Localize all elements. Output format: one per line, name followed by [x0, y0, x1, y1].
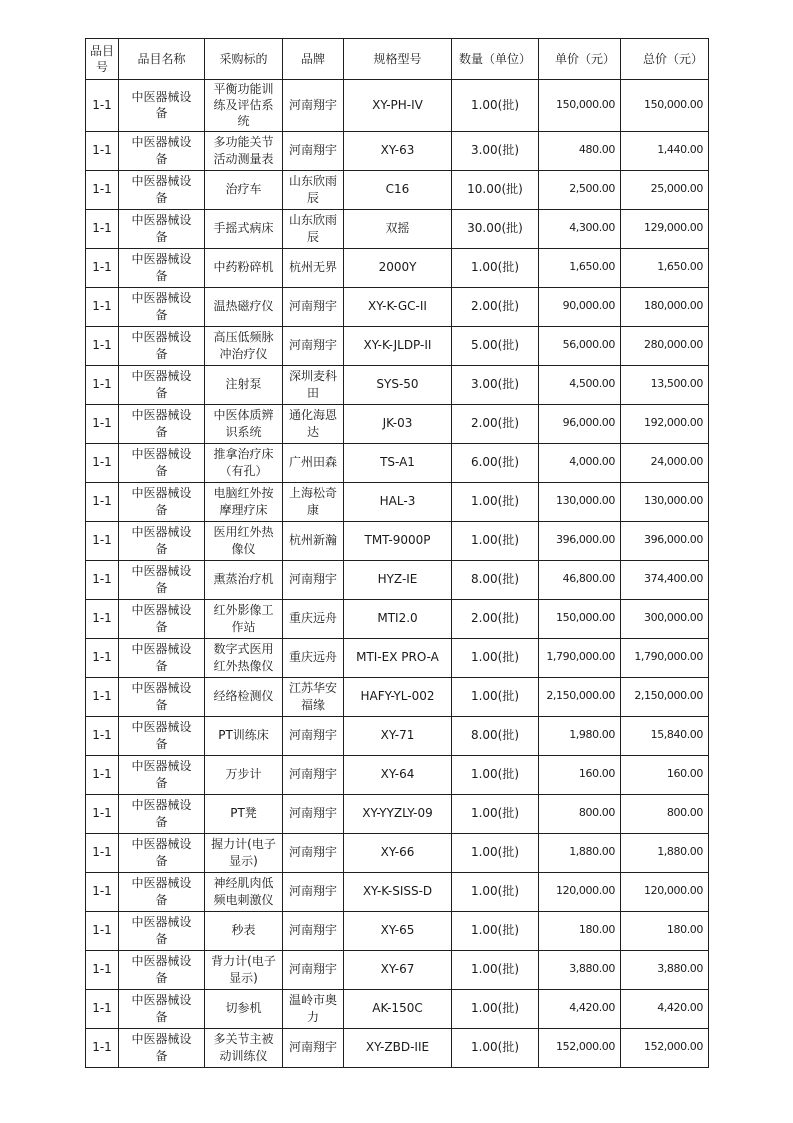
table-row	[86, 833, 709, 872]
cell-target: PT凳	[205, 794, 283, 833]
cell-qty: 6.00(批)	[452, 443, 539, 482]
cell-unit-price: 1,980.00	[539, 716, 621, 755]
cell-brand: 河南翔宇	[283, 287, 344, 326]
cell-item-name: 中医器械设备	[119, 716, 205, 755]
cell-item-no: 1-1	[86, 911, 119, 950]
cell-total-price: 1,650.00	[621, 248, 709, 287]
cell-model: AK-150C	[344, 989, 452, 1028]
cell-item-name: 中医器械设备	[119, 170, 205, 209]
cell-model: XY-67	[344, 950, 452, 989]
cell-unit-price: 46,800.00	[539, 560, 621, 599]
cell-target: 熏蒸治疗机	[205, 560, 283, 599]
cell-qty: 3.00(批)	[452, 131, 539, 170]
cell-model: SYS-50	[344, 365, 452, 404]
cell-target: 医用红外热像仪	[205, 521, 283, 560]
cell-item-name: 中医器械设备	[119, 872, 205, 911]
cell-brand: 河南翔宇	[283, 950, 344, 989]
col-header-brand: 品牌	[283, 39, 344, 80]
cell-model: XY-PH-IV	[344, 80, 452, 132]
cell-total-price: 192,000.00	[621, 404, 709, 443]
cell-total-price: 25,000.00	[621, 170, 709, 209]
cell-model: XY-YYZLY-09	[344, 794, 452, 833]
table-body	[86, 80, 709, 1068]
cell-item-no: 1-1	[86, 755, 119, 794]
cell-brand: 杭州新瀚	[283, 521, 344, 560]
cell-item-name: 中医器械设备	[119, 80, 205, 132]
cell-model: XY-65	[344, 911, 452, 950]
cell-item-name: 中医器械设备	[119, 794, 205, 833]
cell-item-name: 中医器械设备	[119, 638, 205, 677]
cell-brand: 山东欣雨辰	[283, 209, 344, 248]
table-row	[86, 560, 709, 599]
cell-unit-price: 96,000.00	[539, 404, 621, 443]
cell-brand: 杭州无界	[283, 248, 344, 287]
cell-item-no: 1-1	[86, 326, 119, 365]
cell-item-name: 中医器械设备	[119, 677, 205, 716]
table-row	[86, 482, 709, 521]
table-row	[86, 131, 709, 170]
cell-model: XY-K-GC-II	[344, 287, 452, 326]
cell-unit-price: 152,000.00	[539, 1028, 621, 1067]
cell-unit-price: 800.00	[539, 794, 621, 833]
cell-target: 神经肌肉低频电刺激仪	[205, 872, 283, 911]
cell-unit-price: 120,000.00	[539, 872, 621, 911]
procurement-items-table	[85, 38, 709, 1068]
cell-item-no: 1-1	[86, 170, 119, 209]
cell-item-no: 1-1	[86, 443, 119, 482]
col-header-qty: 数量（单位）	[452, 39, 539, 80]
cell-item-no: 1-1	[86, 677, 119, 716]
cell-total-price: 374,400.00	[621, 560, 709, 599]
cell-target: 高压低频脉冲治疗仪	[205, 326, 283, 365]
cell-brand: 河南翔宇	[283, 872, 344, 911]
cell-brand: 河南翔宇	[283, 911, 344, 950]
cell-brand: 河南翔宇	[283, 326, 344, 365]
cell-brand: 广州田森	[283, 443, 344, 482]
cell-target: 经络检测仪	[205, 677, 283, 716]
cell-target: 多关节主被动训练仪	[205, 1028, 283, 1067]
cell-target: 数字式医用红外热像仪	[205, 638, 283, 677]
cell-item-name: 中医器械设备	[119, 209, 205, 248]
cell-qty: 2.00(批)	[452, 287, 539, 326]
cell-item-name: 中医器械设备	[119, 521, 205, 560]
cell-qty: 1.00(批)	[452, 833, 539, 872]
cell-unit-price: 150,000.00	[539, 80, 621, 132]
cell-target: 万步计	[205, 755, 283, 794]
cell-target: 背力计(电子显示)	[205, 950, 283, 989]
cell-item-no: 1-1	[86, 80, 119, 132]
cell-target: 电脑红外按摩理疗床	[205, 482, 283, 521]
cell-item-no: 1-1	[86, 989, 119, 1028]
table-row	[86, 638, 709, 677]
table-row	[86, 443, 709, 482]
cell-qty: 2.00(批)	[452, 599, 539, 638]
table-row	[86, 716, 709, 755]
cell-total-price: 3,880.00	[621, 950, 709, 989]
cell-model: 2000Y	[344, 248, 452, 287]
cell-target: 中药粉碎机	[205, 248, 283, 287]
cell-total-price: 180,000.00	[621, 287, 709, 326]
cell-qty: 1.00(批)	[452, 950, 539, 989]
cell-item-name: 中医器械设备	[119, 131, 205, 170]
col-header-target: 采购标的	[205, 39, 283, 80]
cell-item-no: 1-1	[86, 209, 119, 248]
cell-model: JK-03	[344, 404, 452, 443]
cell-brand: 江苏华安福缘	[283, 677, 344, 716]
cell-model: C16	[344, 170, 452, 209]
cell-target: 平衡功能训练及评估系统	[205, 80, 283, 132]
cell-target: 治疗车	[205, 170, 283, 209]
cell-model: XY-K-SISS-D	[344, 872, 452, 911]
cell-model: XY-63	[344, 131, 452, 170]
cell-model: MTI2.0	[344, 599, 452, 638]
cell-unit-price: 1,880.00	[539, 833, 621, 872]
cell-unit-price: 56,000.00	[539, 326, 621, 365]
cell-total-price: 180.00	[621, 911, 709, 950]
cell-item-no: 1-1	[86, 131, 119, 170]
table-row	[86, 1028, 709, 1067]
cell-item-no: 1-1	[86, 482, 119, 521]
cell-brand: 深圳麦科田	[283, 365, 344, 404]
cell-total-price: 1,440.00	[621, 131, 709, 170]
cell-item-no: 1-1	[86, 716, 119, 755]
cell-item-name: 中医器械设备	[119, 365, 205, 404]
col-header-unit-price: 单价（元）	[539, 39, 621, 80]
cell-model: MTI-EX PRO-A	[344, 638, 452, 677]
cell-unit-price: 4,500.00	[539, 365, 621, 404]
cell-target: 秒表	[205, 911, 283, 950]
cell-target: 温热磁疗仪	[205, 287, 283, 326]
cell-model: HAL-3	[344, 482, 452, 521]
table-row	[86, 677, 709, 716]
table-row	[86, 989, 709, 1028]
col-header-model: 规格型号	[344, 39, 452, 80]
cell-unit-price: 3,880.00	[539, 950, 621, 989]
cell-target: 手摇式病床	[205, 209, 283, 248]
table-row	[86, 170, 709, 209]
cell-item-name: 中医器械设备	[119, 950, 205, 989]
cell-item-no: 1-1	[86, 560, 119, 599]
cell-item-no: 1-1	[86, 872, 119, 911]
cell-unit-price: 480.00	[539, 131, 621, 170]
cell-item-name: 中医器械设备	[119, 1028, 205, 1067]
cell-target: 切参机	[205, 989, 283, 1028]
table-row	[86, 248, 709, 287]
cell-item-name: 中医器械设备	[119, 482, 205, 521]
cell-model: 双摇	[344, 209, 452, 248]
cell-brand: 河南翔宇	[283, 716, 344, 755]
cell-unit-price: 180.00	[539, 911, 621, 950]
cell-brand: 河南翔宇	[283, 560, 344, 599]
cell-item-no: 1-1	[86, 248, 119, 287]
cell-total-price: 130,000.00	[621, 482, 709, 521]
cell-target: 中医体质辨识系统	[205, 404, 283, 443]
cell-item-name: 中医器械设备	[119, 755, 205, 794]
cell-qty: 3.00(批)	[452, 365, 539, 404]
cell-brand: 重庆远舟	[283, 638, 344, 677]
cell-item-no: 1-1	[86, 950, 119, 989]
cell-unit-price: 1,790,000.00	[539, 638, 621, 677]
table-header-row	[86, 39, 709, 80]
cell-item-name: 中医器械设备	[119, 326, 205, 365]
table-row	[86, 911, 709, 950]
cell-target: 多功能关节活动测量表	[205, 131, 283, 170]
table-row	[86, 872, 709, 911]
cell-model: TMT-9000P	[344, 521, 452, 560]
col-header-total-price: 总价（元）	[621, 39, 709, 80]
table-row	[86, 755, 709, 794]
cell-unit-price: 150,000.00	[539, 599, 621, 638]
cell-total-price: 1,790,000.00	[621, 638, 709, 677]
cell-model: HYZ-IE	[344, 560, 452, 599]
cell-brand: 河南翔宇	[283, 131, 344, 170]
cell-total-price: 152,000.00	[621, 1028, 709, 1067]
cell-item-no: 1-1	[86, 599, 119, 638]
cell-brand: 上海松奇康	[283, 482, 344, 521]
cell-brand: 通化海恩达	[283, 404, 344, 443]
cell-item-no: 1-1	[86, 638, 119, 677]
table-row	[86, 287, 709, 326]
cell-item-name: 中医器械设备	[119, 248, 205, 287]
cell-item-no: 1-1	[86, 521, 119, 560]
cell-qty: 1.00(批)	[452, 989, 539, 1028]
table-row	[86, 950, 709, 989]
cell-total-price: 129,000.00	[621, 209, 709, 248]
cell-brand: 河南翔宇	[283, 80, 344, 132]
col-header-item-name: 品目名称	[119, 39, 205, 80]
cell-unit-price: 160.00	[539, 755, 621, 794]
table-row	[86, 404, 709, 443]
cell-unit-price: 1,650.00	[539, 248, 621, 287]
cell-unit-price: 4,300.00	[539, 209, 621, 248]
cell-item-name: 中医器械设备	[119, 404, 205, 443]
cell-target: PT训练床	[205, 716, 283, 755]
cell-total-price: 4,420.00	[621, 989, 709, 1028]
cell-item-name: 中医器械设备	[119, 911, 205, 950]
cell-qty: 1.00(批)	[452, 755, 539, 794]
cell-total-price: 120,000.00	[621, 872, 709, 911]
cell-total-price: 300,000.00	[621, 599, 709, 638]
cell-unit-price: 4,000.00	[539, 443, 621, 482]
cell-unit-price: 90,000.00	[539, 287, 621, 326]
cell-item-name: 中医器械设备	[119, 560, 205, 599]
cell-qty: 1.00(批)	[452, 1028, 539, 1067]
cell-brand: 山东欣雨辰	[283, 170, 344, 209]
cell-target: 注射泵	[205, 365, 283, 404]
cell-total-price: 280,000.00	[621, 326, 709, 365]
cell-unit-price: 130,000.00	[539, 482, 621, 521]
cell-brand: 河南翔宇	[283, 1028, 344, 1067]
cell-qty: 5.00(批)	[452, 326, 539, 365]
cell-brand: 河南翔宇	[283, 833, 344, 872]
table-row	[86, 80, 709, 132]
cell-target: 红外影像工作站	[205, 599, 283, 638]
cell-qty: 1.00(批)	[452, 80, 539, 132]
cell-item-no: 1-1	[86, 365, 119, 404]
cell-model: HAFY-YL-002	[344, 677, 452, 716]
cell-item-no: 1-1	[86, 833, 119, 872]
cell-qty: 8.00(批)	[452, 716, 539, 755]
table-row	[86, 209, 709, 248]
cell-brand: 河南翔宇	[283, 755, 344, 794]
cell-unit-price: 396,000.00	[539, 521, 621, 560]
cell-qty: 1.00(批)	[452, 248, 539, 287]
cell-qty: 1.00(批)	[452, 872, 539, 911]
cell-brand: 温岭市奥力	[283, 989, 344, 1028]
table-row	[86, 794, 709, 833]
cell-model: XY-66	[344, 833, 452, 872]
cell-item-no: 1-1	[86, 287, 119, 326]
cell-qty: 30.00(批)	[452, 209, 539, 248]
cell-item-no: 1-1	[86, 404, 119, 443]
cell-model: XY-71	[344, 716, 452, 755]
cell-qty: 1.00(批)	[452, 911, 539, 950]
cell-item-no: 1-1	[86, 794, 119, 833]
cell-total-price: 160.00	[621, 755, 709, 794]
cell-total-price: 13,500.00	[621, 365, 709, 404]
cell-total-price: 800.00	[621, 794, 709, 833]
cell-qty: 2.00(批)	[452, 404, 539, 443]
cell-unit-price: 2,150,000.00	[539, 677, 621, 716]
cell-qty: 1.00(批)	[452, 794, 539, 833]
cell-model: XY-K-JLDP-II	[344, 326, 452, 365]
cell-unit-price: 2,500.00	[539, 170, 621, 209]
cell-total-price: 2,150,000.00	[621, 677, 709, 716]
cell-qty: 1.00(批)	[452, 638, 539, 677]
cell-total-price: 15,840.00	[621, 716, 709, 755]
cell-brand: 重庆远舟	[283, 599, 344, 638]
table-row	[86, 521, 709, 560]
cell-item-name: 中医器械设备	[119, 833, 205, 872]
cell-qty: 1.00(批)	[452, 521, 539, 560]
cell-qty: 1.00(批)	[452, 677, 539, 716]
cell-model: XY-64	[344, 755, 452, 794]
col-header-item-no: 品目号	[86, 39, 119, 80]
cell-total-price: 24,000.00	[621, 443, 709, 482]
cell-item-no: 1-1	[86, 1028, 119, 1067]
cell-item-name: 中医器械设备	[119, 989, 205, 1028]
cell-item-name: 中医器械设备	[119, 443, 205, 482]
cell-total-price: 150,000.00	[621, 80, 709, 132]
cell-target: 推拿治疗床（有孔）	[205, 443, 283, 482]
cell-model: TS-A1	[344, 443, 452, 482]
cell-brand: 河南翔宇	[283, 794, 344, 833]
cell-target: 握力计(电子显示)	[205, 833, 283, 872]
table-row	[86, 599, 709, 638]
cell-qty: 1.00(批)	[452, 482, 539, 521]
cell-unit-price: 4,420.00	[539, 989, 621, 1028]
table-row	[86, 365, 709, 404]
cell-total-price: 1,880.00	[621, 833, 709, 872]
cell-model: XY-ZBD-IIE	[344, 1028, 452, 1067]
cell-qty: 8.00(批)	[452, 560, 539, 599]
cell-item-name: 中医器械设备	[119, 287, 205, 326]
table-row	[86, 326, 709, 365]
cell-total-price: 396,000.00	[621, 521, 709, 560]
cell-qty: 10.00(批)	[452, 170, 539, 209]
cell-item-name: 中医器械设备	[119, 599, 205, 638]
